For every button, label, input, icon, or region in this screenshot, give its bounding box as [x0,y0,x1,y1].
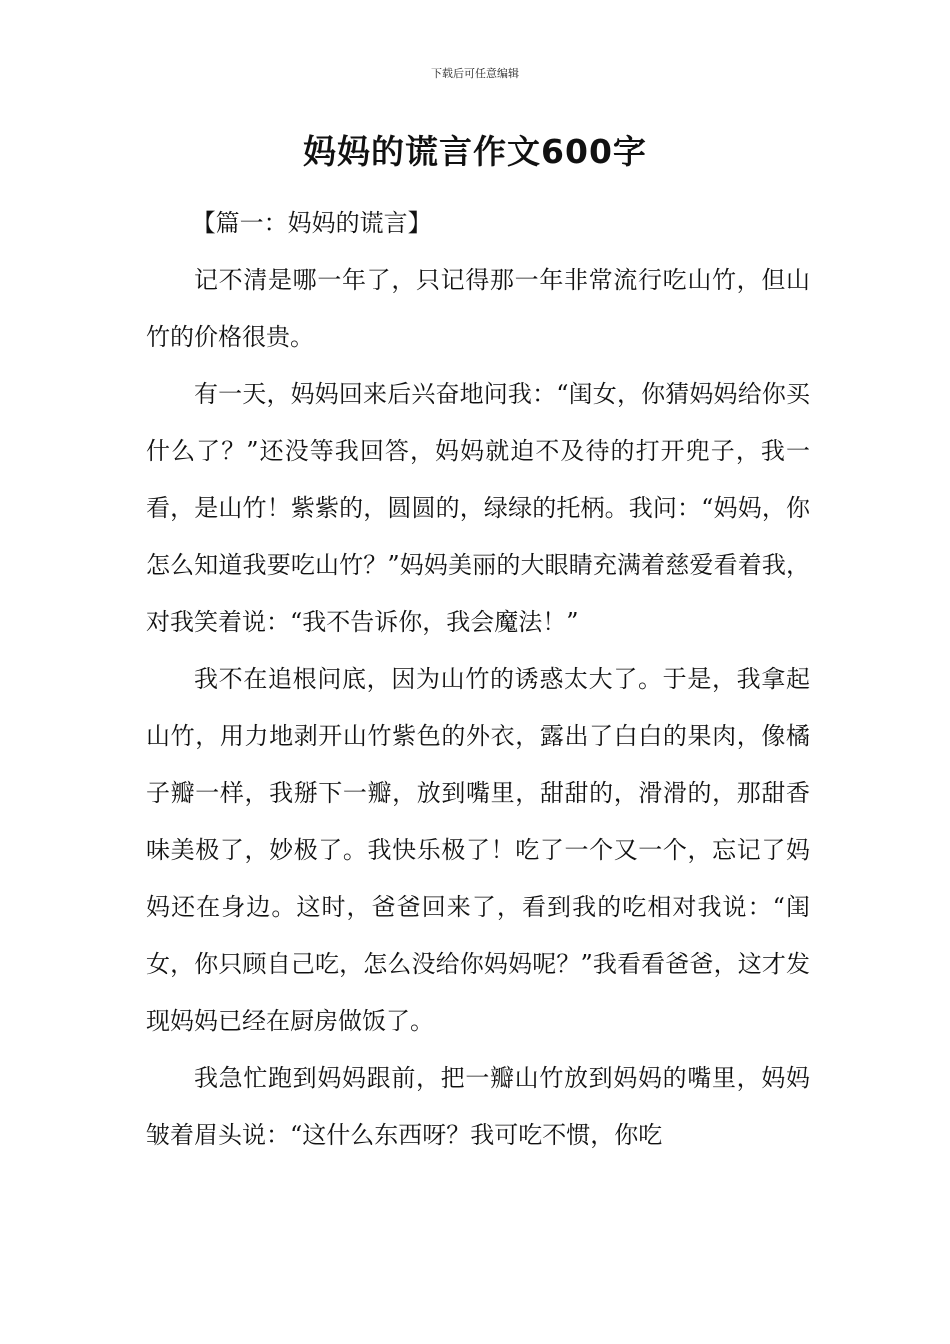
section-heading: 【篇一：妈妈的谎言】 [191,209,432,237]
document-title: 妈妈的谎言作文600字 [303,132,647,171]
paragraph-1: 记不清是哪一年了，只记得那一年非常流行吃山竹，但山竹的价格很贵。 [146,266,810,351]
paragraph-3: 我不在追根问底，因为山竹的诱惑太大了。于是，我拿起山竹，用力地剥开山竹紫色的外衣，露出了白白的果肉，像橘子瓣一样，我掰下一瓣，放到嘴里，甜甜的，滑滑的，那甜香味美极了，妙极了。我快乐极了！吃了一个又一个，忘记了妈妈还在身边。这时，爸爸回来了，看到我的吃相对我说：“闺女，你只顾自己吃，怎么没给你妈妈呢？”我看看爸爸，这才发现妈妈已经在厨房做饭了。 [146,665,810,1035]
header-note: 下载后可任意编辑 [431,67,519,80]
document-body [146,195,810,1164]
paragraph-2: 有一天，妈妈回来后兴奋地问我：“闺女，你猜妈妈给你买什么了？”还没等我回答，妈妈就迫不及待的打开兜子，我一看，是山竹！紫紫的，圆圆的，绿绿的托柄。我问：“妈妈，你怎么知道我要吃山竹？”妈妈美丽的大眼睛充满着慈爱看着我，对我笑着说：“我不告诉你，我会魔法！” [146,380,810,636]
paragraph-4: 我急忙跑到妈妈跟前，把一瓣山竹放到妈妈的嘴里，妈妈皱着眉头说：“这什么东西呀？我可吃不惯，你吃 [146,1064,810,1149]
